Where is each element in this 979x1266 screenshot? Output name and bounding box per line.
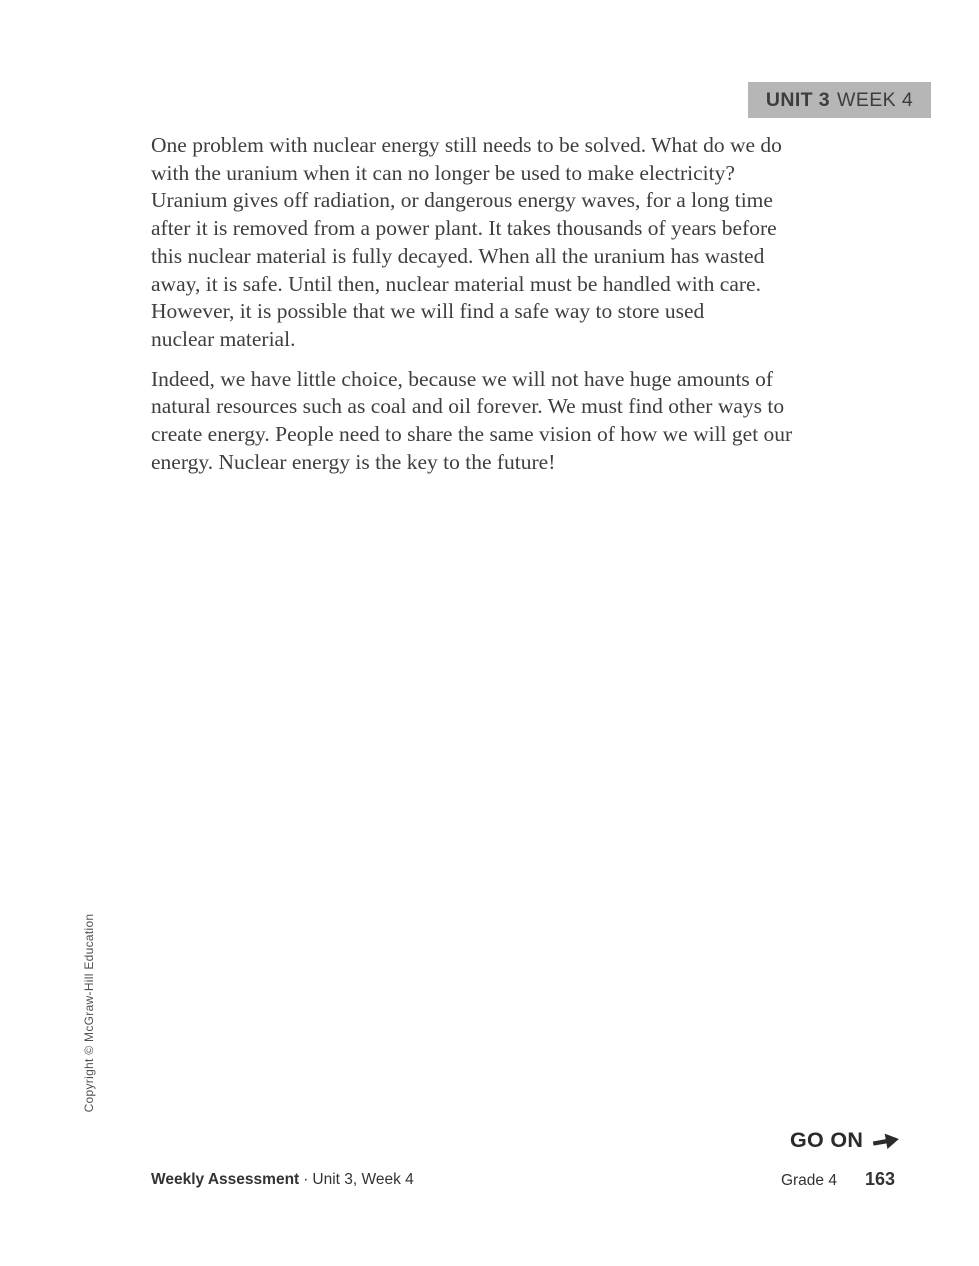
week-label: WEEK 4 [837,88,914,111]
paragraph-2 [151,366,841,477]
footer-separator: · [303,1171,309,1188]
paragraph-line: away, it is safe. Until then, nuclear material must be handled with care. [151,271,761,296]
paragraph-line: create energy. People need to share the same vision of how we will get our [151,422,793,447]
passage-text [151,132,841,476]
paragraph-line: natural resources such as coal and oil forever. We must find other ways to [151,394,785,419]
grade-label: Grade 4 [780,1172,837,1189]
paragraph-line: this nuclear material is fully decayed. When all the uranium has wasted [151,243,765,268]
copyright-vertical-text: Copyright © McGraw-Hill Education [82,913,96,1113]
footer-left [151,1171,414,1189]
paragraph-line: nuclear material. [151,326,296,351]
paragraph-line: after it is removed from a power plant. It takes thousands of years before [151,216,777,241]
page-number: 163 [864,1169,895,1189]
paragraph-line: with the uranium when it can no longer be used to make electricity? [151,160,735,185]
paragraph-line: However, it is possible that we will find a safe way to store used [151,299,705,324]
paragraph-line: Uranium gives off radiation, or dangerous energy waves, for a long time [151,188,773,213]
unit-week-badge [748,82,931,118]
paragraph-line: One problem with nuclear energy still needs to be solved. What do we do [151,133,782,157]
paragraph-line: energy. Nuclear energy is the key to the future! [151,449,556,474]
footer-right [781,1169,895,1190]
paragraph-1 [151,132,841,354]
unit-label: UNIT 3 [765,88,831,111]
footer-assessment-title: Weekly Assessment [151,1171,300,1188]
right-arrow-icon [871,1129,901,1153]
paragraph-line: Indeed, we have little choice, because we will not have huge amounts of [151,366,774,391]
footer-unit-week: Unit 3, Week 4 [312,1171,414,1188]
go-on-label: GO ON [790,1128,864,1152]
go-on-indicator [790,1128,901,1153]
